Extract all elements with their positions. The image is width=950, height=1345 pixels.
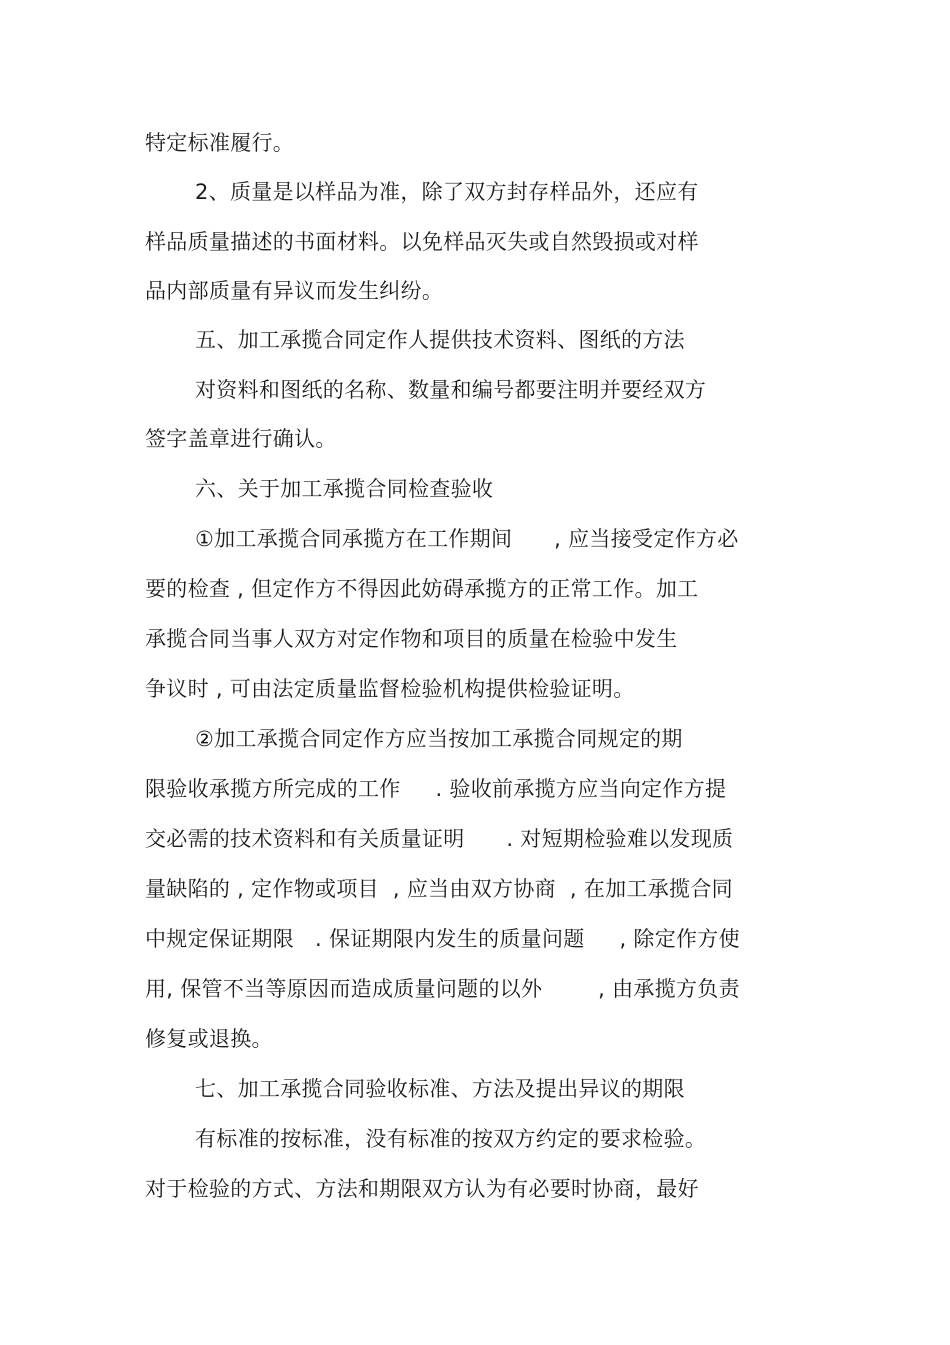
paragraph-line: 样品质量描述的书面材料。以免样品灭失或自然毁损或对样 [145, 230, 699, 254]
paragraph-line: 争议时 , 可由法定质量监督检验机构提供检验证明。 [145, 677, 635, 701]
paragraph-line: 量缺陷的 , 定作物或项目 , 应当由双方协商 , 在加工承揽合同 [145, 877, 733, 901]
paragraph-line: ①加工承揽合同承揽方在工作期间 , 应当接受定作方必 [195, 527, 739, 551]
section-heading: 七、加工承揽合同验收标准、方法及提出异议的期限 [195, 1077, 685, 1101]
paragraph-line: 对资料和图纸的名称、数量和编号都要注明并要经双方 [195, 378, 707, 402]
paragraph-line: 有标准的按标准，没有标准的按双方约定的要求检验。 [195, 1127, 707, 1151]
paragraph-line: 要的检查 , 但定作方不得因此妨碍承揽方的正常工作。加工 [145, 577, 699, 601]
paragraph-line: 承揽合同当事人双方对定作物和项目的质量在检验中发生 [145, 627, 678, 651]
paragraph-line: 限验收承揽方所完成的工作 . 验收前承揽方应当向定作方提 [145, 777, 727, 801]
paragraph-line: 交必需的技术资料和有关质量证明 . 对短期检验难以发现质 [145, 827, 734, 851]
paragraph-line: 2、质量是以样品为准，除了双方封存样品外，还应有 [195, 180, 699, 204]
paragraph-line: 品内部质量有异议而发生纠纷。 [145, 279, 444, 303]
section-heading: 六、关于加工承揽合同检查验收 [195, 477, 494, 501]
section-heading: 五、加工承揽合同定作人提供技术资料、图纸的方法 [195, 328, 685, 352]
paragraph-line: 用, 保管不当等原因而造成质量问题的以外 , 由承揽方负责 [145, 977, 740, 1001]
paragraph-line: 特定标准履行。 [145, 131, 295, 155]
paragraph-line: 修复或退换。 [145, 1027, 273, 1051]
paragraph-line: ②加工承揽合同定作方应当按加工承揽合同规定的期 [195, 727, 683, 751]
paragraph-line: 中规定保证期限 . 保证期限内发生的质量问题 , 除定作方使 [145, 927, 740, 951]
paragraph-line: 签字盖章进行确认。 [145, 427, 337, 451]
paragraph-line: 对于检验的方式、方法和期限双方认为有必要时协商，最好 [145, 1177, 699, 1201]
